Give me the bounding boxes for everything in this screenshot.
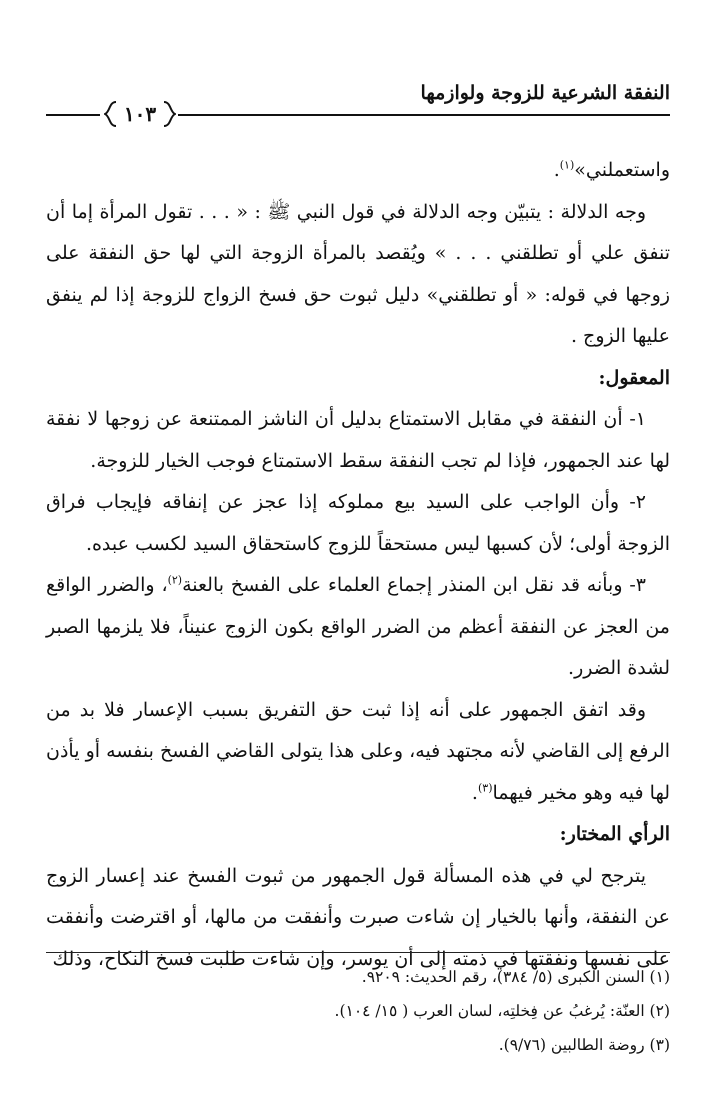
running-title: النفقة الشرعية للزوجة ولوازمها [420, 82, 670, 104]
heading-maqul: المعقول: [598, 366, 670, 389]
header-rule-left [46, 114, 100, 116]
paragraph-evidence: وجه الدلالة : يتبيّن وجه الدلالة في قول النبي ﷺ : « . . . تقول المرأة إما أن تنفق علي أو تطلقني . . . » ويُقصد بالمرأة الزوجة التي لها حق النفقة على زوجها في قوله: « أو تطلقني» دليل ثبوت حق فسخ الزواج للزوجة إذا لم ينفق عليها الزوج . [46, 200, 670, 347]
paragraph-chosen-opinion: يترجح لي في هذه المسألة قول الجمهور من ثبوت الفسخ عند إعسار الزوج عن النفقة، وأنها بالخيار إن شاءت صبرت وأنفقت من مالها، أو اقترضت وأنفقت على نفسها ونفقتها في ذمته إلى أن يوسر، وإن شاءت طلبت فسخ النكاح، وذلك [46, 864, 670, 970]
main-text [46, 150, 670, 980]
page-number: ١٠٣ [123, 102, 157, 126]
page-header [46, 78, 670, 126]
header-rule-right [178, 114, 670, 116]
list-item-1: ١- أن النفقة في مقابل الاستمتاع بدليل أن الناشز الممتنعة عن زوجها لا نفقة لها عند الجمهور، فإذا لم تجب النفقة سقط الاستمتاع فوجب الخيار للزوجة. [46, 408, 670, 472]
heading-chosen-opinion: الرأي المختار: [559, 823, 670, 845]
footnote-1: (١) السنن الكبرى (٥/ ٣٨٤)، رقم الحديث: ٩٢٠٩. [361, 968, 670, 986]
footnote-2: (٢) العنّة: يُرغبُ عن فِخلتِه، لسان العرب ( ١٥/ ١٠٤). [334, 1002, 670, 1020]
footnote-divider [46, 952, 670, 953]
paragraph-agreement: وقد اتفق الجمهور على أنه إذا ثبت حق التفريق بسبب الإعسار فلا بد من الرفع إلى القاضي لأنه مجتهد فيه، وعلى هذا يتولى القاضي الفسخ بنفسه أو يأذن لها فيه وهو مخير فيهما$^{(٣)}$. [46, 698, 670, 804]
footnote-3: (٣) روضة الطالبين (٩/٧٦). [498, 1036, 670, 1054]
footnote-ref-3: (٣) [477, 781, 493, 795]
list-item-2: ٢- وأن الواجب على السيد بيع مملوكه إذا عجز عن إنفاقه فإيجاب فراق الزوجة أولى؛ لأن كسبها ليس مستحقاً للزوج كاستحقاق السيد لكسب عبده. [46, 491, 670, 555]
footnote-ref-2: (٢) [167, 573, 183, 587]
list-item-3: ٣- وبأنه قد نقل ابن المنذر إجماع العلماء على الفسخ بالعنة$^{(٢)}$، والضرر الواقع من العجز عن النفقة أعظم من الضرر الواقع بكون الزوج عنيناً، فلا يلزمها الصبر لشدة الضرر. [46, 573, 670, 679]
page-number-ornament [104, 100, 176, 128]
paragraph-hadith-end: واستعملني»$^{(١)}$. [553, 158, 670, 181]
footnotes [46, 960, 670, 1062]
footnote-ref-1: (١) [559, 158, 575, 172]
